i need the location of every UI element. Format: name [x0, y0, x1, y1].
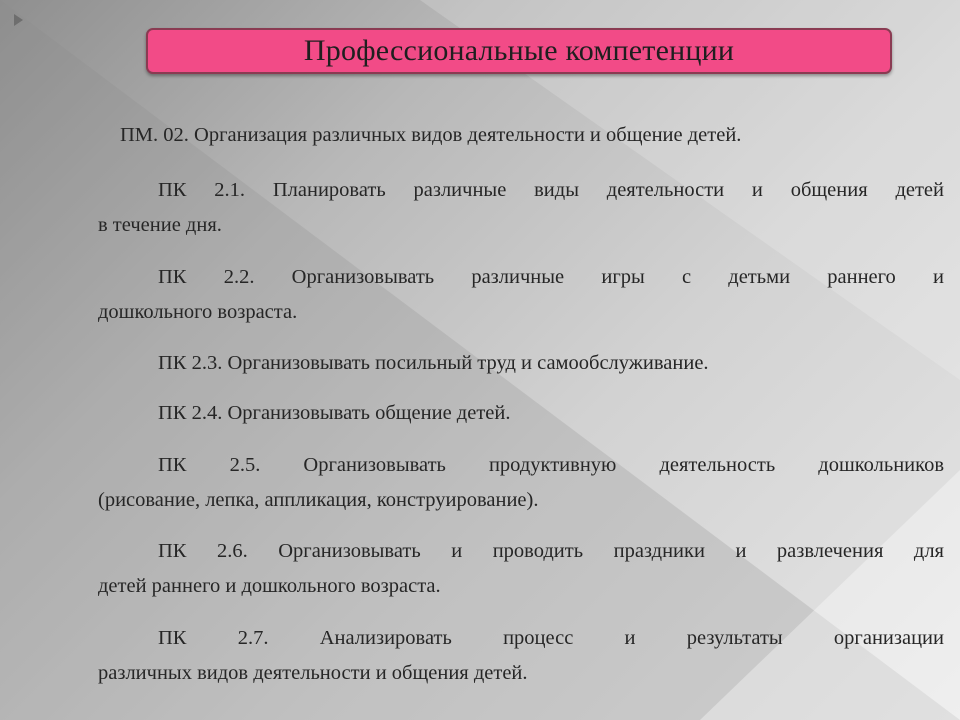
competency-2-6-line-1: ПК 2.6. Организовывать и проводить праздники и развлечения для — [158, 540, 944, 562]
bullet-arrow-icon — [14, 14, 23, 26]
competency-2-5-line-2: (рисование, лепка, аппликация, конструирование). — [98, 489, 539, 511]
competency-2-2-line-1: ПК 2.2. Организовывать различные игры с детьми раннего и — [158, 266, 944, 288]
competency-2-7-line-1: ПК 2.7. Анализировать процесс и результаты организации — [158, 627, 944, 649]
competency-2-6-line-2: детей раннего и дошкольного возраста. — [98, 575, 441, 597]
module-heading: ПМ. 02. Организация различных видов деятельности и общение детей. — [120, 124, 742, 146]
competency-2-3: ПК 2.3. Организовывать посильный труд и самообслуживание. — [158, 352, 709, 374]
competency-2-7-line-2: различных видов деятельности и общения детей. — [98, 662, 528, 684]
competency-2-5-line-1: ПК 2.5. Организовывать продуктивную деятельность дошкольников — [158, 454, 944, 476]
slide-title: Профессиональные компетенции — [303, 34, 735, 67]
competency-2-1-line-1: ПК 2.1. Планировать различные виды деятельности и общения детей — [158, 179, 944, 201]
competency-2-1-line-2: в течение дня. — [98, 214, 222, 236]
competency-2-4: ПК 2.4. Организовывать общение детей. — [158, 402, 511, 424]
title-banner — [146, 28, 892, 74]
competency-2-2-line-2: дошкольного возраста. — [98, 301, 298, 323]
